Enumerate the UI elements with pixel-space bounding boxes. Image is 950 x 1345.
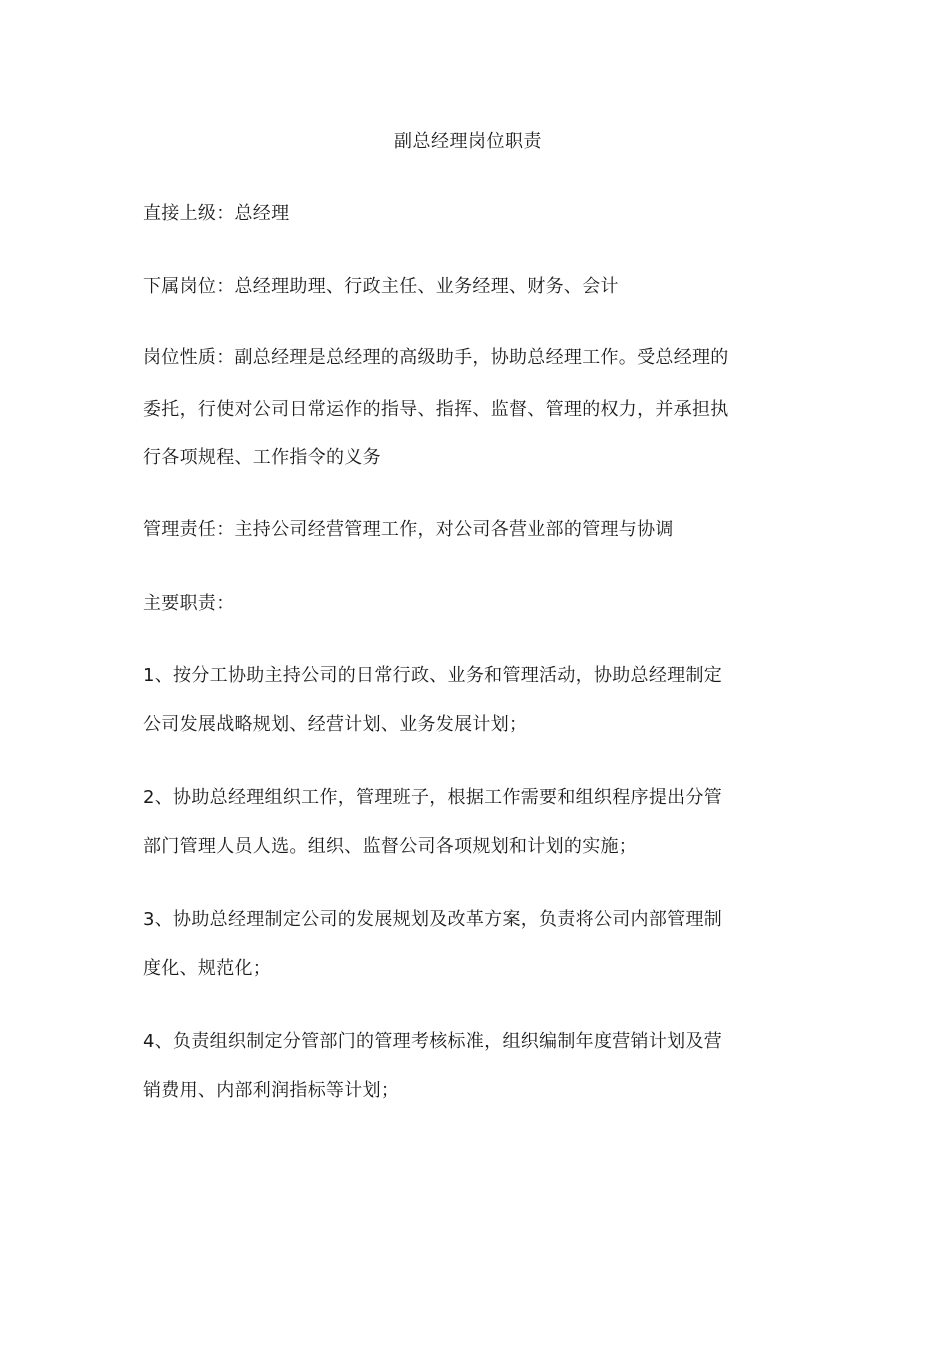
- direct-superior-line: 直接上级：总经理: [143, 203, 290, 224]
- subordinate-positions-line: 下属岗位：总经理助理、行政主任、业务经理、财务、会计: [143, 276, 619, 297]
- duty-1-line-1: 1、按分工协助主持公司的日常行政、业务和管理活动，协助总经理制定: [143, 665, 723, 686]
- main-duties-heading: 主要职责：: [143, 593, 235, 614]
- duty-3-line-1: 3、协助总经理制定公司的发展规划及改革方案，负责将公司内部管理制: [143, 909, 723, 930]
- document-title: 副总经理岗位职责: [394, 131, 542, 152]
- duty-4-line-1: 4、负责组织制定分管部门的管理考核标准，组织编制年度营销计划及营: [143, 1031, 723, 1052]
- position-nature-line-2: 委托，行使对公司日常运作的指导、指挥、监督、管理的权力，并承担执: [143, 399, 729, 420]
- management-responsibility-line: 管理责任：主持公司经营管理工作，对公司各营业部的管理与协调: [143, 519, 674, 540]
- duty-1-line-2: 公司发展战略规划、经营计划、业务发展计划；: [143, 714, 528, 735]
- duty-3-line-2: 度化、规范化；: [143, 958, 272, 979]
- duty-2-line-2: 部门管理人员人选。组织、监督公司各项规划和计划的实施；: [143, 836, 638, 857]
- position-nature-line-3: 行各项规程、工作指令的义务: [143, 447, 381, 468]
- position-nature-line-1: 岗位性质：副总经理是总经理的高级助手，协助总经理工作。受总经理的: [143, 347, 729, 368]
- duty-2-line-1: 2、协助总经理组织工作，管理班子，根据工作需要和组织程序提出分管: [143, 787, 723, 808]
- duty-4-line-2: 销费用、内部利润指标等计划；: [143, 1080, 400, 1101]
